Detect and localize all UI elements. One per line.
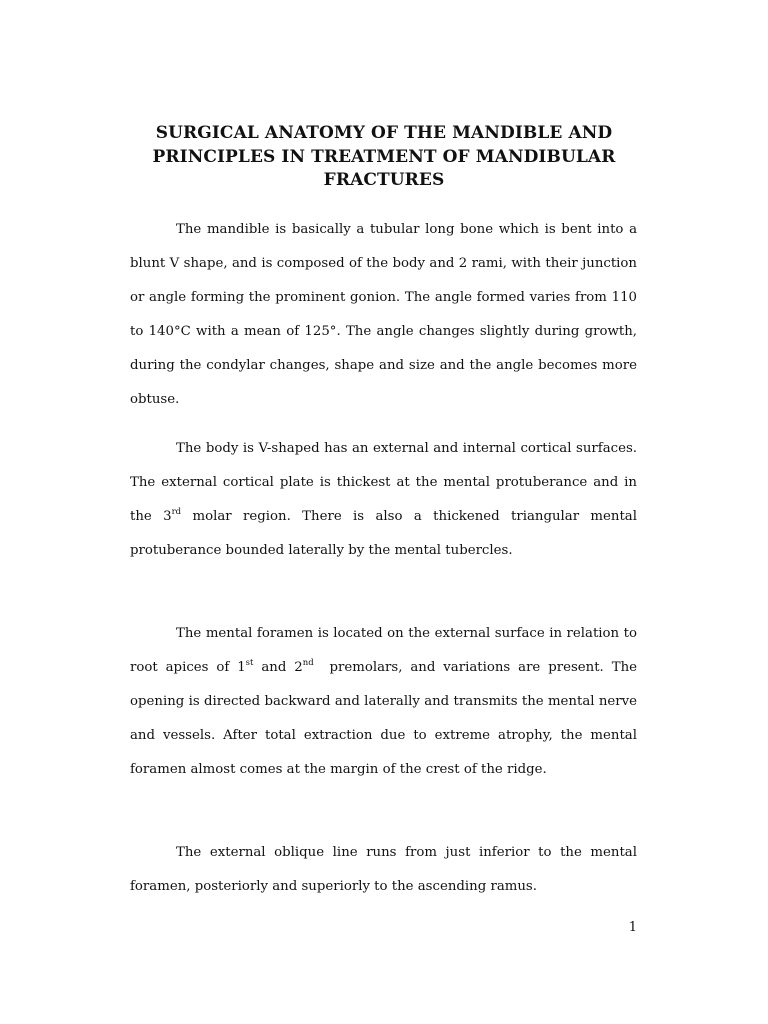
page-number: 1 — [628, 920, 637, 935]
paragraph-text: and 2 — [253, 660, 303, 675]
paragraph-text: The mental foramen is located on the external surface in relation to root apices of 1 — [130, 626, 637, 675]
paragraph-mental-foramen — [130, 617, 642, 787]
superscript: rd — [171, 506, 182, 517]
paragraph-text: premolars, and variations are present. The opening is directed backward and laterally and transmits the mental nerve and vessels. After total extraction due to extreme atrophy, the mental foramen almost comes at the margin of the crest of the ridge. — [130, 660, 642, 777]
superscript: nd — [302, 657, 314, 668]
paragraph-text: molar region. There is also a thickened triangular mental protuberance bounded laterally by the mental tubercles. — [130, 509, 637, 558]
superscript: st — [245, 657, 254, 668]
paragraph-mandible-body — [130, 432, 637, 568]
paragraph-external-oblique-line: The external oblique line runs from just inferior to the mental foramen, posteriorly and superiorly to the ascending ramus. — [130, 845, 637, 894]
document-title: SURGICAL ANATOMY OF THE MANDIBLE AND PRINCIPLES IN TREATMENT OF MANDIBULAR FRACTURES — [152, 123, 616, 190]
paragraph-text: The body is V-shaped has an external and internal cortical surfaces. The external cortical plate is thickest at the mental protuberance and in the 3 — [130, 441, 637, 524]
paragraph-mandible-overview: The mandible is basically a tubular long bone which is bent into a blunt V shape, and is composed of the body and 2 rami, with their junction or angle forming the prominent gonion. The angle formed varies from 110 to 140°C with a mean of 125°. The angle changes slightly during growth, during the condylar changes, shape and size and the angle becomes more obtuse. — [130, 222, 637, 407]
